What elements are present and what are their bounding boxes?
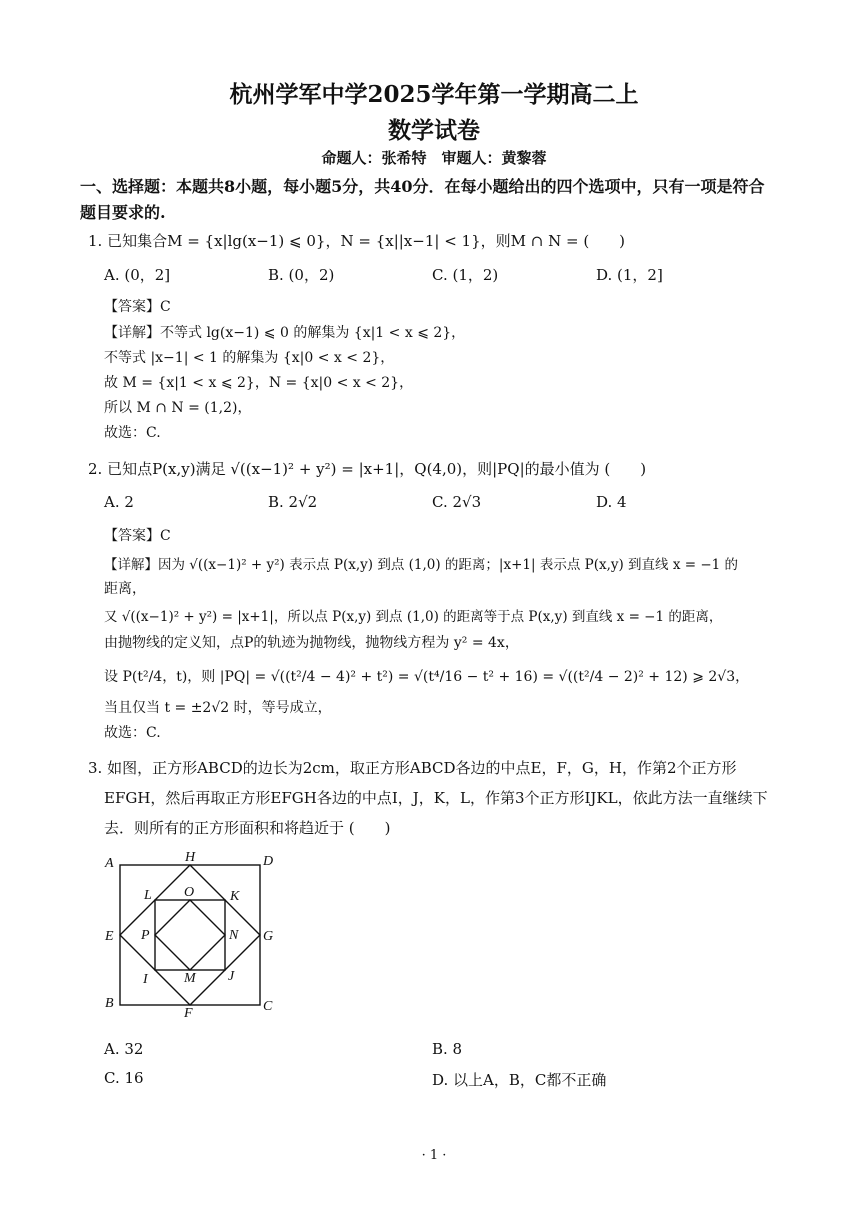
label-l: L [144,888,152,903]
question-3-stem: 3. 如图，正方形ABCD的边长为2cm，取正方形ABCD各边的中点E，F，G，H，作第2个正方形 [88,759,737,777]
label-m: M [184,971,196,986]
q2-explanation-line: 故选：C. [104,725,161,741]
question-2-stem: 2. 已知点P(x,y)满足 √((x−1)² + y²) = |x+1|，Q(4,0)，则|PQ|的最小值为 ( ) [88,460,647,478]
label-g: G [263,929,274,944]
q1-option-b: B. (0，2) [268,266,335,284]
q3-option-a: A. 32 [104,1040,144,1058]
q2-explanation-line: 又 √((x−1)² + y²) = |x+1|，所以点 P(x,y) 到点 (1,0) 的距离等于点 P(x,y) 到直线 x = −1 的距离， [104,609,723,625]
q2-option-c: C. 2√3 [432,493,482,511]
q1-option-d: D. (1，2] [596,266,663,284]
q1-explanation-line: 不等式 |x−1| < 1 的解集为 {x|0 < x < 2}， [104,350,395,366]
authors-line: 命题人：张希特 审题人：黄黎蓉 [321,149,547,167]
q2-option-d: D. 4 [596,493,627,511]
square-mnop [155,900,225,970]
section-heading: 一、选择题：本题共8小题，每小题5分，共40分．在每小题给出的四个选项中，只有一项是符合 [80,177,765,196]
label-k: K [230,889,240,904]
question-3-stem-cont: 去．则所有的正方形面积和将趋近于 ( ) [104,819,391,837]
q1-option-c: C. (1，2) [432,266,499,284]
label-c: C [263,999,273,1014]
q1-answer: 【答案】C [104,299,171,315]
q3-option-b: B. 8 [432,1040,463,1058]
q2-explanation-line: 当且仅当 t = ±2√2 时，等号成立， [104,700,332,716]
q1-explanation-line: 【详解】不等式 lg(x−1) ⩽ 0 的解集为 {x|1 < x ⩽ 2}， [104,325,466,341]
label-h: H [185,850,196,865]
label-e: E [105,929,114,944]
q1-explanation-line: 故 M = {x|1 < x ⩽ 2}，N = {x|0 < x < 2}， [104,375,414,391]
square-ijkl [155,900,225,970]
label-j: J [228,969,235,984]
q1-explanation-line: 所以 M ∩ N = (1,2)， [104,400,252,416]
q2-explanation-line: 由抛物线的定义知，点P的轨迹为抛物线，抛物线方程为 y² = 4x， [104,635,519,651]
label-p: P [141,928,150,943]
label-i: I [143,972,148,987]
q2-explanation-line: 设 P(t²/4，t)，则 |PQ| = √((t²/4 − 4)² + t²) = √(t⁴/16 − t² + 16) = √((t²/4 − 2)² + 12) ⩾ 2√3， [104,669,750,685]
nested-squares-figure [95,845,285,1020]
question-3-stem-cont: EFGH，然后再取正方形EFGH各边的中点I，J，K，L，作第3个正方形IJKL，依此方法一直继续下 [104,789,768,807]
label-o: O [184,885,195,900]
label-d: D [263,854,274,869]
q2-option-a: A. 2 [104,493,134,511]
q2-answer: 【答案】C [104,528,171,544]
q3-option-c: C. 16 [104,1069,144,1087]
q1-option-a: A. (0，2] [104,266,171,284]
label-b: B [105,996,114,1011]
label-a: A [105,856,114,871]
q2-explanation-line: 【详解】因为 √((x−1)² + y²) 表示点 P(x,y) 到点 (1,0) 的距离；|x+1| 表示点 P(x,y) 到直线 x = −1 的 [104,557,739,573]
label-f: F [184,1006,193,1020]
q1-explanation-line: 故选：C. [104,425,161,441]
question-1-stem: 1. 已知集合M = {x|lg(x−1) ⩽ 0}，N = {x||x−1| < 1}，则M ∩ N = ( ) [88,232,626,250]
label-n: N [229,928,239,943]
section-heading-cont: 题目要求的. [80,203,166,222]
paper-subtitle: 数学试卷 [388,117,480,144]
q3-option-d: D. 以上A，B，C都不正确 [432,1071,607,1089]
q2-option-b: B. 2√2 [268,493,318,511]
page-number: · 1 · [421,1148,447,1163]
q2-explanation-line: 距离， [104,581,146,597]
paper-title: 杭州学军中学2025学年第一学期高二上 [229,81,639,108]
